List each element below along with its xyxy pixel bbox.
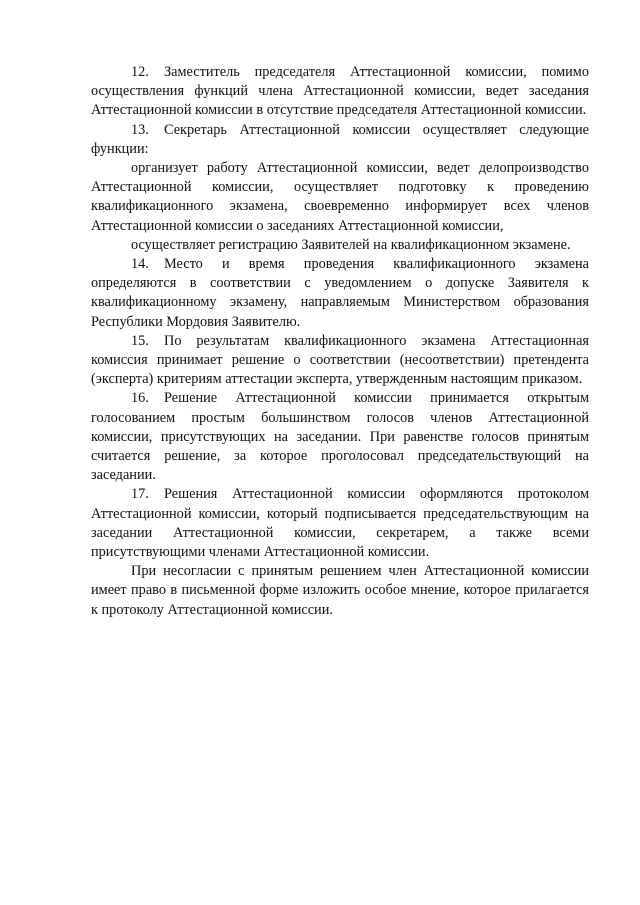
paragraph-text: При несогласии с принятым решением член Аттестационной комиссии имеет право в письменной форме изложить особое мнение, которое прилагается к протоколу Аттестационной комиссии. xyxy=(91,563,589,618)
paragraph-number: 17. xyxy=(131,486,149,503)
paragraph-text: Секретарь Аттестационной комиссии осуществляет следующие функции: xyxy=(91,121,589,157)
paragraph-number: 13. xyxy=(131,121,149,138)
paragraph-text: По результатам квалификационного экзамена Аттестационная комиссия принимает решение о соответствии (несоответствии) претендента (эксперта) критериям аттестации эксперта, утвержденным настоящим приказом. xyxy=(91,332,589,388)
paragraph-16 xyxy=(91,389,589,485)
paragraph-13-item-1 xyxy=(91,159,589,236)
paragraph-number: 14. xyxy=(131,256,149,273)
paragraph-number: 15. xyxy=(131,332,149,349)
paragraph-13 xyxy=(91,121,589,159)
paragraph-text: Решения Аттестационной комиссии оформляются протоколом Аттестационной комиссии, который подписывается председательствующим на заседании Аттестационной комиссии, секретарем, а также всеми присутствующими членами Аттестационной комиссии. xyxy=(91,486,589,561)
paragraph-text: Место и время проведения квалификационного экзамена определяются в соответствии с уведомлением о допуске Заявителя к квалификационному экзамену, направляемым Министерством образования Республики Мордовия Заявителю. xyxy=(91,256,589,330)
paragraph-12 xyxy=(91,63,589,121)
paragraph-number: 16. xyxy=(131,390,149,407)
paragraph-17-note xyxy=(91,562,589,620)
paragraph-17 xyxy=(91,485,589,562)
paragraph-text: осуществляет регистрацию Заявителей на квалификационном экзамене. xyxy=(131,236,571,253)
paragraph-13-item-2 xyxy=(91,236,589,255)
paragraph-text: Заместитель председателя Аттестационной комиссии, помимо осуществления функций члена Аттестационной комиссии, ведет заседания Аттестационной комиссии в отсутствие председателя Аттестационной комиссии. xyxy=(91,64,589,119)
paragraph-14 xyxy=(91,255,589,332)
paragraph-text: организует работу Аттестационной комиссии, ведет делопроизводство Аттестационной комиссии, осуществляет подготовку к проведению квалификационного экзамена, своевременно информирует всех членов Аттестационной комиссии о заседаниях Аттестационной комиссии, xyxy=(91,160,589,234)
document-body xyxy=(91,63,589,620)
paragraph-text: Решение Аттестационной комиссии принимается открытым голосованием простым большинством голосов членов Аттестационной комиссии, присутствующих на заседании. При равенстве голосов принятым считается решение, за которое проголосовал председательствующий на заседании. xyxy=(91,390,589,484)
paragraph-number: 12. xyxy=(131,64,149,80)
paragraph-15 xyxy=(91,332,589,390)
